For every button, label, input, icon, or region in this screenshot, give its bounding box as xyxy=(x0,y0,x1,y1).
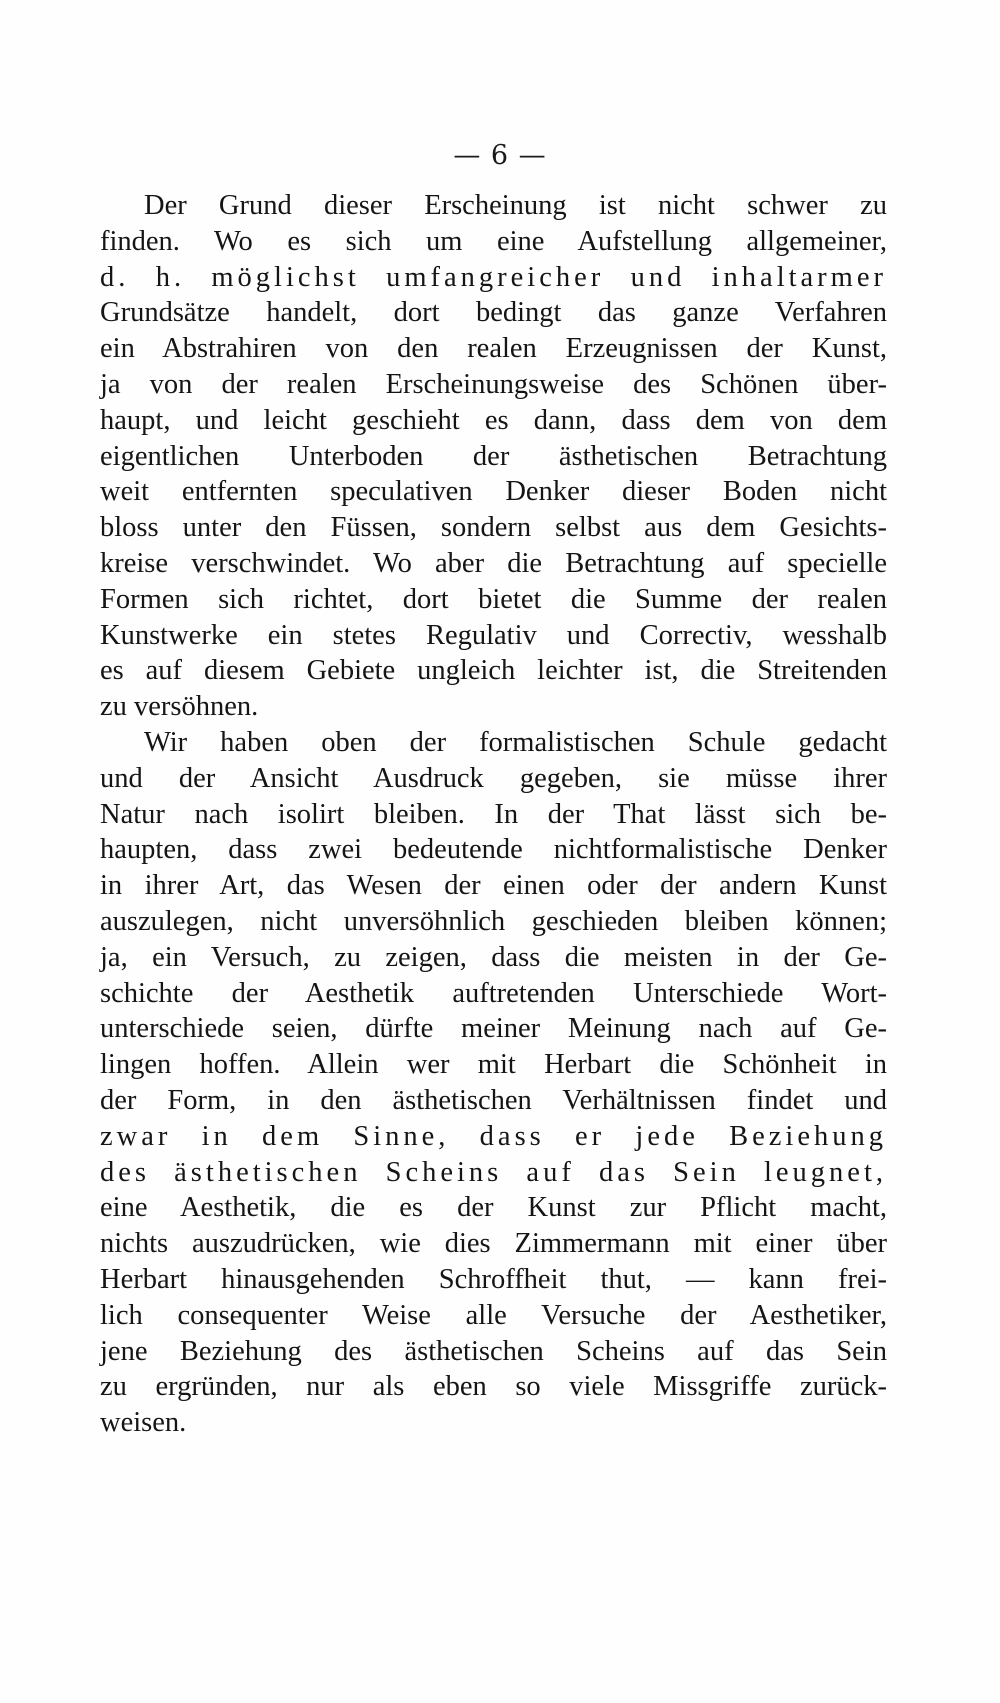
text-line: der Form, in den ästhetischen Verhältnissen findet und xyxy=(100,1084,887,1116)
text-line: Kunstwerke ein stetes Regulativ und Correctiv, wesshalb xyxy=(100,619,887,651)
text-line: haupten, dass zwei bedeutende nichtformalistische Denker xyxy=(100,834,887,866)
text-line: in ihrer Art, das Wesen der einen oder der andern Kunst xyxy=(100,870,887,902)
text-line: eigentlichen Unterboden der ästhetischen Betrachtung xyxy=(100,440,887,472)
text-line: bloss unter den Füssen, sondern selbst aus dem Gesichts- xyxy=(100,512,887,544)
text-line: jene Beziehung des ästhetischen Scheins auf das Sein xyxy=(100,1335,887,1367)
text-line: unterschiede seien, dürfte meiner Meinung nach auf Ge- xyxy=(100,1013,887,1045)
text-line: ja von der realen Erscheinungsweise des Schönen über- xyxy=(100,368,887,400)
text-line: des ästhetischen Scheins auf das Sein leugnet, xyxy=(100,1156,887,1188)
text-line: haupt, und leicht geschieht es dann, dass dem von dem xyxy=(100,404,887,436)
text-line: Formen sich richtet, dort bietet die Summe der realen xyxy=(100,583,887,615)
body-text xyxy=(100,188,887,1441)
text-line: Grundsätze handelt, dort bedingt das ganze Verfahren xyxy=(100,297,887,329)
text-line: weisen. xyxy=(100,1407,187,1439)
text-line: zu ergründen, nur als eben so viele Missgriffe zurück- xyxy=(100,1371,887,1403)
text-line: zwar in dem Sinne, dass er jede Beziehung xyxy=(100,1120,887,1152)
page-number: — 6 — xyxy=(453,140,547,171)
text-line: finden. Wo es sich um eine Aufstellung allgemeiner, xyxy=(100,225,887,257)
text-line: ja, ein Versuch, zu zeigen, dass die meisten in der Ge- xyxy=(100,941,887,973)
text-line: eine Aesthetik, die es der Kunst zur Pflicht macht, xyxy=(100,1192,887,1224)
text-line: weit entfernten speculativen Denker dieser Boden nicht xyxy=(100,476,887,508)
text-line: zu versöhnen. xyxy=(100,691,259,723)
text-line: d. h. möglichst umfangreicher und inhaltarmer xyxy=(100,261,887,293)
text-line: lingen hoffen. Allein wer mit Herbart die Schönheit in xyxy=(100,1049,887,1081)
text-line: Wir haben oben der formalistischen Schule gedacht xyxy=(144,726,887,758)
text-line: und der Ansicht Ausdruck gegeben, sie müsse ihrer xyxy=(100,762,887,794)
text-line: auszulegen, nicht unversöhnlich geschieden bleiben können; xyxy=(100,905,887,937)
text-line: Herbart hinausgehenden Schroffheit thut, — kann frei- xyxy=(100,1263,887,1295)
text-line: ein Abstrahiren von den realen Erzeugnissen der Kunst, xyxy=(100,333,887,365)
text-line: kreise verschwindet. Wo aber die Betrachtung auf specielle xyxy=(100,547,887,579)
text-line: es auf diesem Gebiete ungleich leichter ist, die Streitenden xyxy=(100,655,887,687)
text-line: lich consequenter Weise alle Versuche der Aesthetiker, xyxy=(100,1299,887,1331)
text-line: Natur nach isolirt bleiben. In der That lässt sich be- xyxy=(100,798,887,830)
text-line: Der Grund dieser Erscheinung ist nicht schwer zu xyxy=(144,190,887,221)
text-line: schichte der Aesthetik auftretenden Unterschiede Wort- xyxy=(100,977,887,1009)
text-line: nichts auszudrücken, wie dies Zimmermann mit einer über xyxy=(100,1228,887,1260)
